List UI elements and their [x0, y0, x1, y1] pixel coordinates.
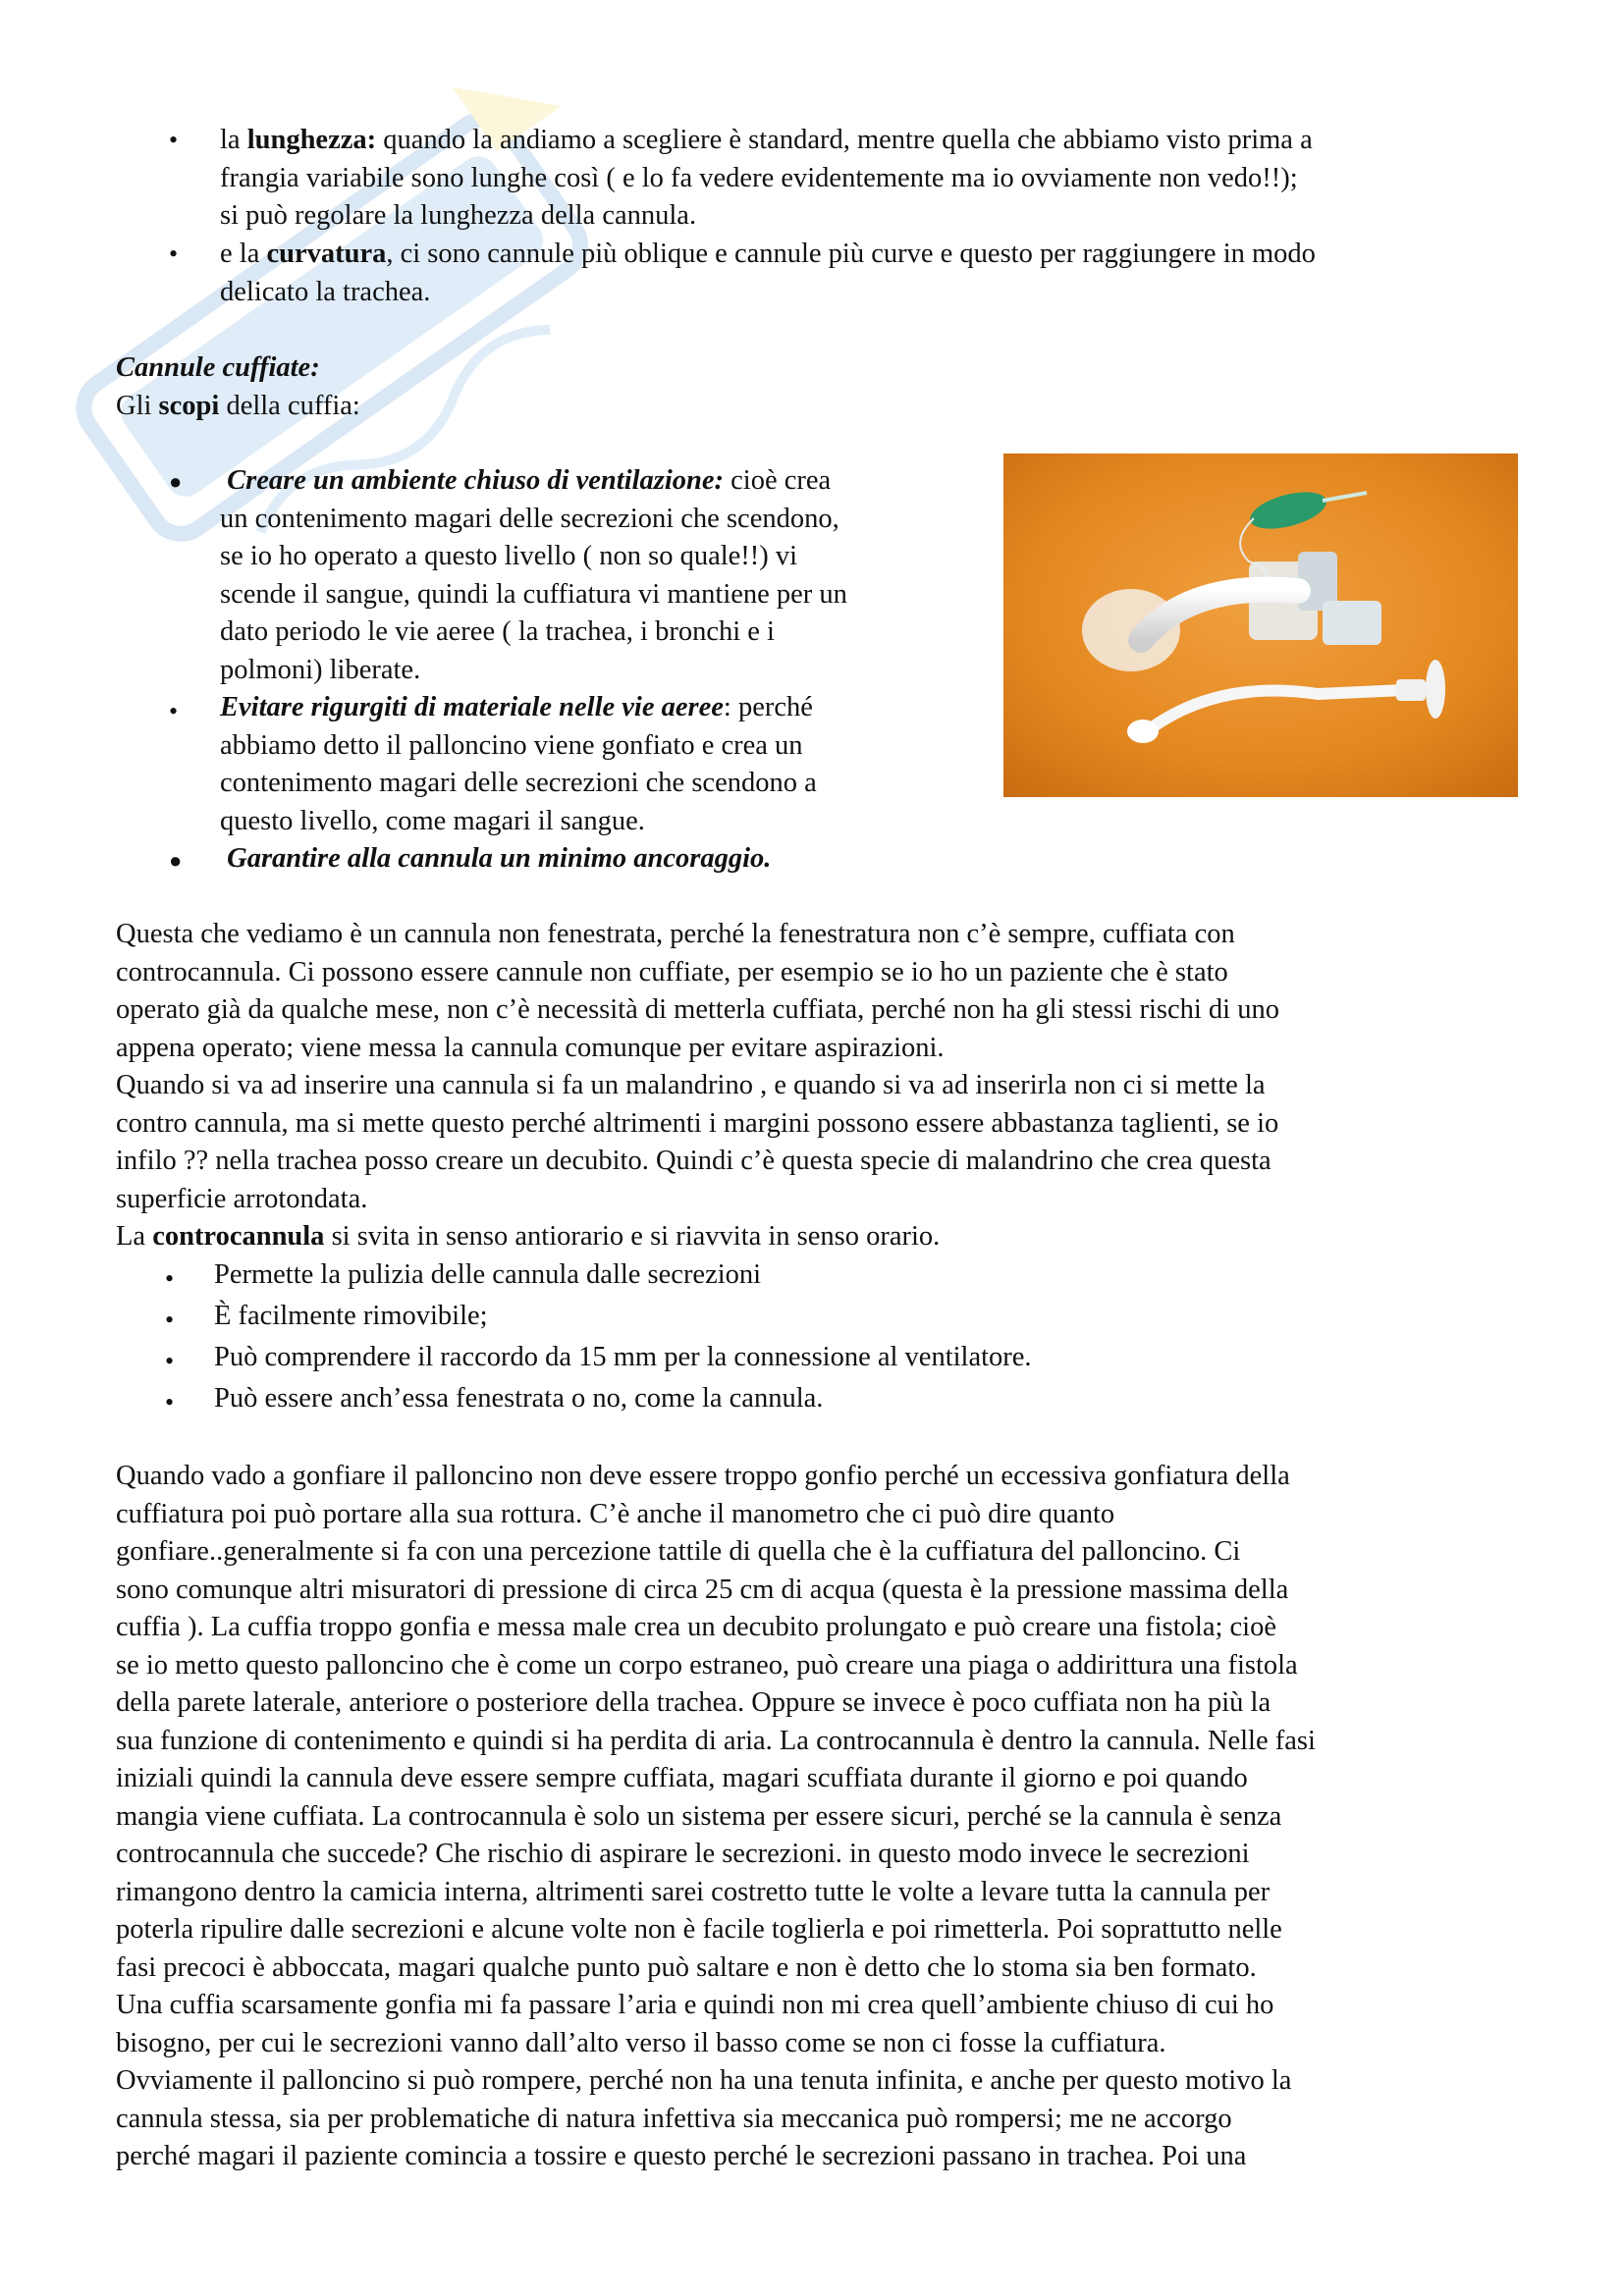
list-item-ambiente-chiuso: Creare un ambiente chiuso di ventilazione: cioè crea un contenimento magari delle secrezioni che scendono, se io ho operato a questo livello ( non so quale!!) vi scende il sangue, quindi la cuffiatura vi mantiene per un dato periodo le vie aeree ( la trachea, i bronchi e i polmoni) liberate. — [220, 465, 847, 685]
list-item-rigurgiti: Evitare rigurgiti di materiale nelle vie aeree: perché abbiamo detto il palloncino viene gonfiato e crea un contenimento magari delle secrezioni che scendono a questo livello, come magari il sangue. — [220, 692, 817, 836]
bullet-dot: • — [165, 1306, 175, 1334]
bullet-dot: • — [169, 697, 179, 725]
bullet-icon: ● — [169, 848, 183, 873]
paragraph-palloncino: Quando vado a gonfiare il palloncino non deve essere troppo gonfio perché un eccessiva gonfiatura della cuffiatura poi può portare alla sua rottura. C’è anche il manometro che ci può dire quanto gonfiare..generalmente si fa con una percezione tattile di quella che è la cuffiatura del palloncino. Ci sono comunque altri misuratori di pressione di circa 25 cm di acqua (questa è la pressione massima della cuffia ). La cuffia troppo gonfia e messa male crea un decubito prolungato e può creare una fistola; cioè se io metto questo palloncino che è come un corpo estraneo, può creare una piaga o addirittura una fistola della parete laterale, anteriore o posteriore della trachea. Oppure se invece è poco cuffiata non ha più la sua funzione di contenimento e quindi si ha perdita di aria. La controcannula è dentro la cannula. Nelle fasi iniziali quindi la cannula deve essere sempre cuffiata, magari scuffiata durante il giorno e poi quando mangia viene cuffiata. La controcannula è solo un sistema per essere sicuri, perché se la cannula è senza controcannula che succede? Che rischio di aspirare le secrezioni. in questo modo invece le secrezioni rimangono dentro la camicia interna, altrimenti sarei costretto tutte le volte a levare tutta la cannula per poterla ripulire dalle secrezioni e alcune volte non è facile toglierla e poi rimetterla. Poi soprattutto nelle fasi precoci è abboccata, magari qualche punto può saltare e non è detto che lo stoma sia ben formato. Una cuffia scarsamente gonfia mi fa passare l’aria e quindi non mi crea quell’ambiente chiuso di cui ho bisogno, per cui le secrezioni vanno dall’alto verso il basso come se non ci fosse la cuffiatura. Ovviamente il palloncino si può rompere, perché non ha una tenuta infinita, e anche per questo motivo la cannula stessa, sia per problematiche di natura infettiva sia meccanica può rompersi; me ne accorgo perché magari il paziente comincia a tossire e questo perché le secrezioni passano in trachea. Poi una — [116, 1461, 1316, 2171]
bullet-dot: • — [165, 1347, 175, 1375]
list-item: Può comprendere il raccordo da 15 mm per la connessione al ventilatore. — [214, 1342, 1032, 1372]
list-item-curvatura: e la curvatura, ci sono cannule più oblique e cannule più curve e questo per raggiungere in modo delicato la trachea. — [220, 239, 1316, 307]
list-item-ancoraggio: Garantire alla cannula un minimo ancoraggio. — [227, 843, 772, 874]
list-item-lunghezza: la lunghezza: quando la andiamo a scegliere è standard, mentre quella che abbiamo visto prima a frangia variabile sono lunghe così ( e lo fa vedere evidentemente ma io ovviamente non vedo!!); si può regolare la lunghezza della cannula. — [220, 125, 1313, 231]
bullet-dot: • — [165, 1264, 175, 1293]
bullet-dot: • — [169, 126, 179, 154]
list-item: Permette la pulizia delle cannula dalle secrezioni — [214, 1259, 762, 1290]
list-item: È facilmente rimovibile; — [214, 1301, 488, 1331]
cannula-photo — [1003, 454, 1518, 797]
bullet-dot: • — [169, 240, 179, 268]
bullet-icon: ● — [169, 469, 183, 494]
paragraph-non-fenestrata: Questa che vediamo è un cannula non fenestrata, perché la fenestratura non c’è sempre, cuffiata con controcannula. Ci possono essere cannule non cuffiate, per esempio se io ho un paziente che è stato operato già da qualche mese, non c’è necessità di metterla cuffiata, perché non ha gli stessi rischi di uno appena operato; viene messa la cannula comunque per evitare aspirazioni. Quando si va ad inserire una cannula si fa un malandrino , e quando si va ad inserirla non ci si mette la contro cannula, ma si mette questo perché altrimenti i margini possono essere abbastanza taglienti, se io infilo ?? nella trachea posso creare un decubito. Quindi c’è questa specie di malandrino che crea questa superficie arrotondata. La controcannula si svita in senso antiorario e si riavvita in senso orario. — [116, 919, 1279, 1252]
list-item: Può essere anch’essa fenestrata o no, come la cannula. — [214, 1383, 824, 1414]
bullet-dot: • — [165, 1388, 175, 1416]
section-heading: Cannule cuffiate: Gli scopi della cuffia: — [116, 352, 360, 421]
